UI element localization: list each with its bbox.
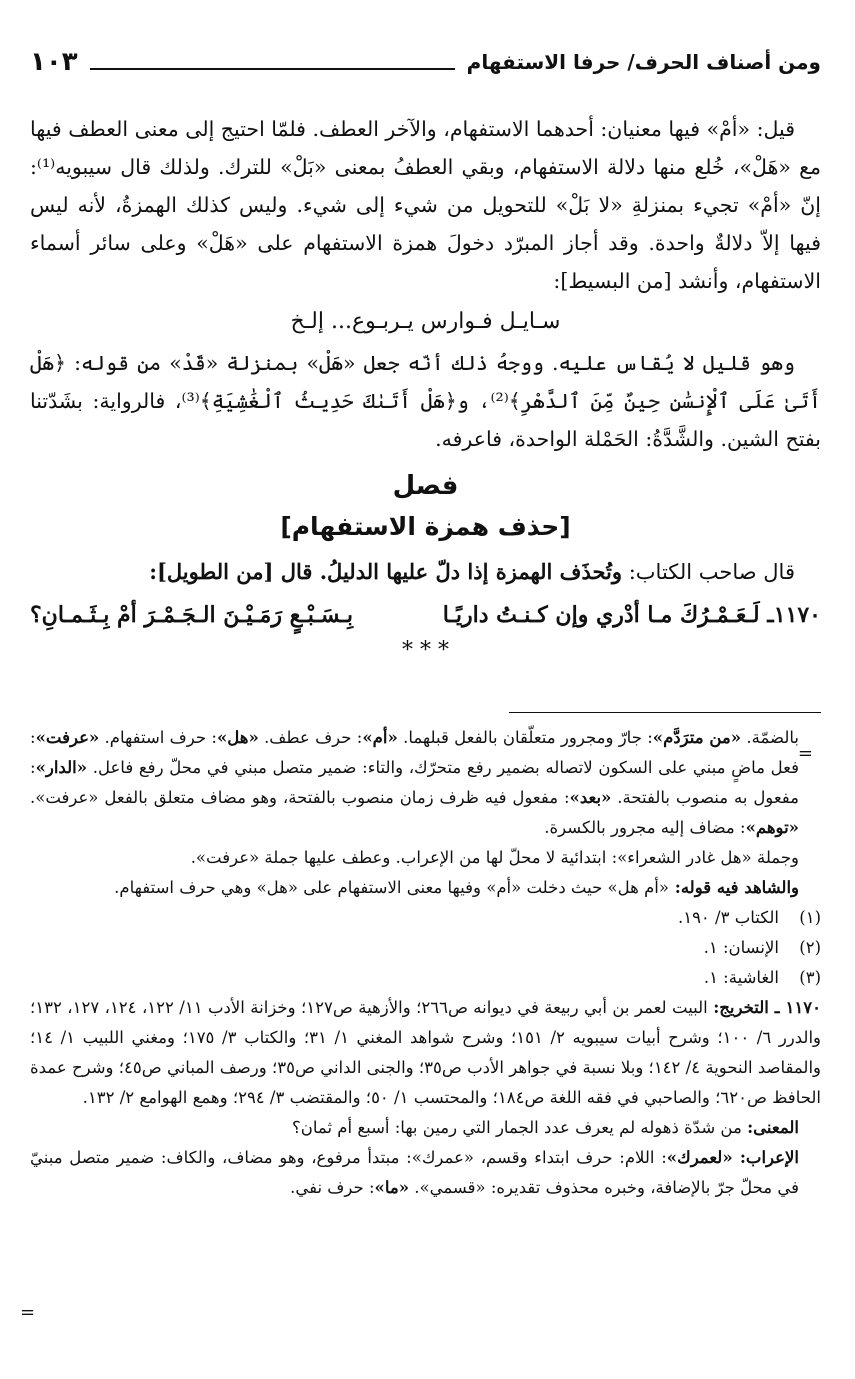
section-end-stars: * * * <box>402 638 449 663</box>
running-title: ومن أصناف الحرف/ حرفا الاستفهام <box>466 50 821 74</box>
footnote-2: (٢) الإنسان: ١. <box>703 938 821 957</box>
continuation-marker: = <box>797 743 813 764</box>
header-rule <box>90 68 455 70</box>
author-quote <box>30 552 821 592</box>
quote-text: وتُحذَف الهمزة إذا دلّ عليها الدليلُ. قال [من الطويل]: <box>149 559 623 584</box>
footnote-3: (٣) الغاشية: ١. <box>703 968 821 987</box>
footnote-continuation: بالضمّة. «من مترَدَّم»: جارّ ومجرور متعلّقان بالفعل قبلهما. «أم»: حرف عطف. «هل»: حرف استفهام. «عرفت»: فعل ماضٍ مبني على السكون لاتصاله بضمير رفع متحرّك، والتاء: ضمير متصل مبني في محلّ رفع فاعل. «الدار»: مفعول به منصوب بالفتحة. «بعد»: مفعول فيه ظرف زمان منصوب بالفتحة، وهو مضاف متعلق بالفعل «عرفت». «توهم»: مضاف إليه مجرور بالكسرة. <box>30 728 799 837</box>
page-header <box>30 40 821 84</box>
paragraph: وهو قليل لا يُقاس عليه. ووجهُ ذلك أنّه جعل «هَلْ» بمنزلة «قَدْ» من قوله: ﴿هَلْ أَتَىٰ عَلَى ٱلْإِنسَٰنِ حِينٌ مِّنَ ٱلدَّهْرِ﴾⁽²⁾، و﴿هَلْ أَتَىٰكَ حَدِيثُ ٱلْغَٰشِيَةِ﴾⁽³⁾، فالرواية: بشَدّتنا بفتح الشين. والشَّدَّةُ: الحَمْلة الواحدة، فاعرفه. <box>30 351 821 451</box>
continues-marker: = <box>20 1302 36 1323</box>
meaning-note: المعنى: من شدّة ذهوله لم يعرف عدد الجمار التي رمين بها: أسبع أم ثمان؟ <box>292 1118 799 1137</box>
takhrij-note: ١١٧٠ ـ التخريج: البيت لعمر بن أبي ربيعة في ديوانه ص٢٦٦؛ والأزهية ص١٢٧؛ وخزانة الأدب ١١/ ١٢٢، ١٢٤، ١٢٧، ١٣٢؛ والدرر ٦/ ١٠٠؛ وشرح أبيات سيبويه ٢/ ١٥١؛ وشرح شواهد المغني ١/ ٣١؛ والكتاب ٣/ ١٧٥؛ ومغني اللبيب ١/ ١٤؛ والمقاصد النحوية ٤/ ١٤٢؛ وبلا نسبة في جواهر الأدب ص٣٥؛ والجنى الداني ص٣٥؛ ورصف المباني ص٤٥؛ وشرح عمدة الحافظ ص٦٢٠؛ والصاحبي في فقه اللغة ص١٨٤؛ والمحتسب ١/ ٥٠؛ والمقتضب ٣/ ٢٩٤؛ وهمع الهوامع ٢/ ١٣٢. <box>30 998 822 1107</box>
poem-hemistich-first: ١١٧٠ـ لَـعَـمْـرُكَ مـا أدْري وإن كـنـتُ داريًـا <box>442 602 821 628</box>
poem-verse <box>30 592 821 638</box>
page-number: ١٠٣ <box>30 47 78 77</box>
section-subheading: [حذف همزة الاستفهام] <box>280 512 571 541</box>
quote-intro: قال صاحب الكتاب: <box>628 560 795 584</box>
footnote-1: (١) الكتاب ٣/ ١٩٠. <box>677 908 821 927</box>
footnotes <box>30 723 821 1203</box>
poem-hemistich-second: بِـسَـبْـعٍ رَمَـيْـنَ الـجَـمْـرَ أمْ بِـثَـمـانِ؟ <box>30 602 354 628</box>
irab-note: الإعراب: «لعمرك»: اللام: حرف ابتداء وقسم، «عمرك»: مبتدأ مرفوع، وهو مضاف، والكاف: ضمير متصل مبنيّ في محلّ جرّ بالإضافة، وخبره محذوف تقديره: «قسمي». «ما»: حرف نفي. <box>30 1148 799 1197</box>
footnote-line: والشاهد فيه قوله: «أم هل» حيث دخلت «أم» وفيها معنى الاستفهام على «هل» وهي حرف استفهام. <box>114 878 799 897</box>
main-text <box>30 110 821 664</box>
footnote-separator <box>509 712 821 713</box>
verse-fragment: سـايـل فـوارس يـربـوع... إلـخ <box>290 309 561 334</box>
paragraph: قيل: «أمْ» فيها معنيان: أحدهما الاستفهام، والآخر العطف. فلمّا احتيج إلى معنى العطف فيها مع «هَلْ»، خُلع منها دلالة الاستفهام، وبقي العطفُ بمعنى «بَلْ» للترك. ولذلك قال سيبويه⁽¹⁾: إنّ «أمْ» تجيء بمنزلةِ «لا بَلْ» للتحويل من شيء إلى شيء. وليس كذلك الهمزةُ، لأنه ليس فيها إلاّ دلالةٌ واحدة. وقد أجاز المبرّد دخولَ همزة الاستفهام على «هَلْ» وعلى سائر أسماء الاستفهام، وأنشد [من البسيط]: <box>30 117 821 293</box>
footnote-line: وجملة «هل غادر الشعراء»: ابتدائية لا محلّ لها من الإعراب. وعطف عليها جملة «عرفت». <box>190 848 799 867</box>
section-heading: فصل <box>392 471 459 501</box>
